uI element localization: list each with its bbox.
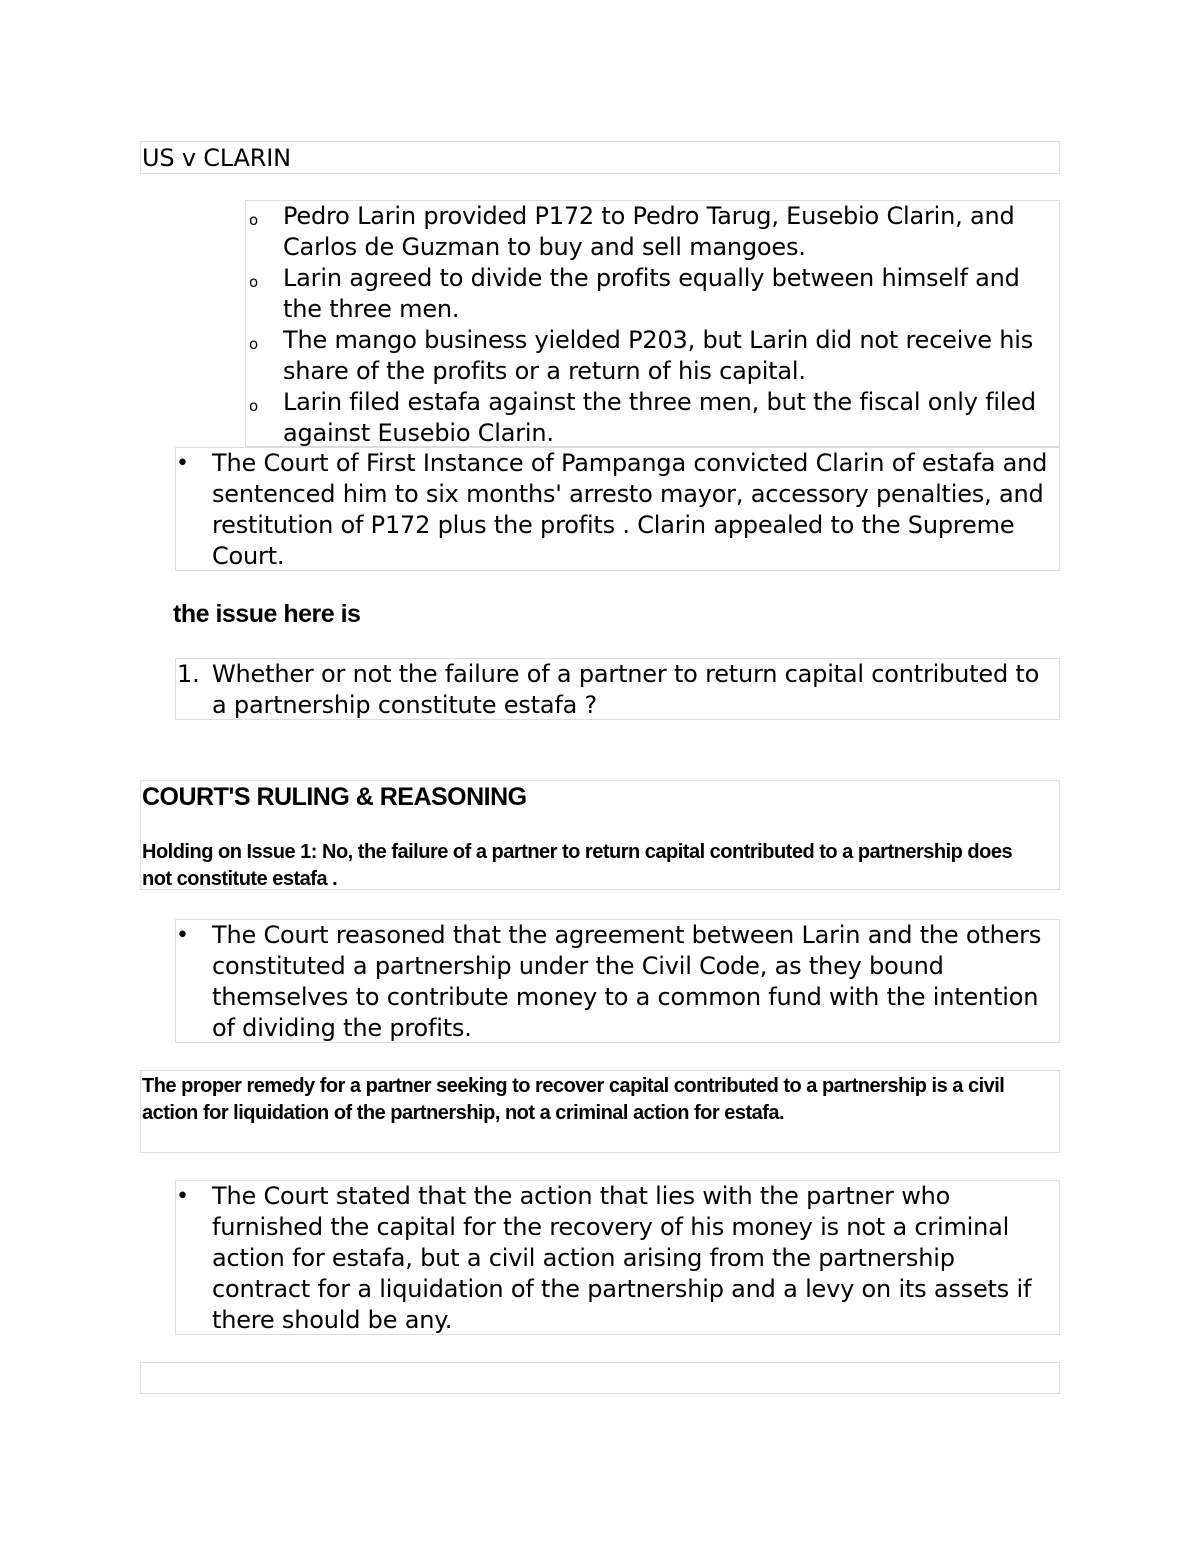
facts-sublist <box>245 200 1060 447</box>
sub-bullet-icon: o <box>249 273 258 291</box>
issue-heading: the issue here is <box>173 600 361 628</box>
list-item-text: Larin filed estafa against the three men, but the fiscal only filed against Eusebio Clarin. <box>283 388 1036 447</box>
list-item <box>246 387 1059 449</box>
bullet-icon: • <box>176 1184 189 1209</box>
remedy-section <box>140 1070 1060 1153</box>
sub-bullet-icon: o <box>249 335 258 353</box>
list-number: 1. <box>177 660 200 688</box>
empty-text-box <box>140 1362 1060 1394</box>
issues-list <box>175 658 1060 720</box>
facts-main-bullet <box>175 447 1060 571</box>
list-item <box>176 1181 1059 1336</box>
list-item-text: The Court reasoned that the agreement between Larin and the others constituted a partnership under the Civil Code, as they bound themselves to contribute money to a common fund with the intention of dividing the profits. <box>212 921 1042 1042</box>
bullet-icon: • <box>176 451 189 476</box>
remedy-text: The proper remedy for a partner seeking to recover capital contributed to a partnership is a civil action for liquidation of the partnership, not a criminal action for estafa. <box>142 1075 1005 1124</box>
reasoning-bullet-1 <box>175 919 1060 1043</box>
list-item <box>246 263 1059 325</box>
list-item <box>176 448 1059 572</box>
list-item-text: The Court of First Instance of Pampanga convicted Clarin of estafa and sentenced him to six months' arresto mayor, accessory penalties, and restitution of P172 plus the profits . Clarin appealed to the Supreme Court. <box>212 449 1048 570</box>
list-item-text: The Court stated that the action that lies with the partner who furnished the capital for the recovery of his money is not a criminal action for estafa, but a civil action arising from the partnership contract for a liquidation of the partnership and a levy on its assets if there should be any. <box>212 1182 1032 1334</box>
list-item-text: The mango business yielded P203, but Larin did not receive his share of the profits or a return of his capital. <box>283 326 1033 385</box>
sub-bullet-icon: o <box>249 397 258 415</box>
list-item <box>246 201 1059 263</box>
sub-bullet-icon: o <box>249 211 258 229</box>
list-item-text: Pedro Larin provided P172 to Pedro Tarug, Eusebio Clarin, and Carlos de Guzman to buy and sell mangoes. <box>283 202 1015 261</box>
holding-text: Holding on Issue 1: No, the failure of a partner to return capital contributed to a partnership does not constitute estafa . <box>142 841 1013 890</box>
document-title <box>140 141 1060 174</box>
bullet-icon: • <box>176 923 189 948</box>
list-item-text: Larin agreed to divide the profits equally between himself and the three men. <box>283 264 1020 323</box>
document-title-text: US v CLARIN <box>142 144 291 172</box>
ruling-heading: COURT'S RULING & REASONING <box>142 783 527 811</box>
list-item <box>176 920 1059 1044</box>
list-item <box>246 325 1059 387</box>
list-item <box>176 659 1059 721</box>
list-item-text: Whether or not the failure of a partner to return capital contributed to a partnership constitute estafa ? <box>212 660 1040 719</box>
reasoning-bullet-2 <box>175 1180 1060 1335</box>
ruling-section <box>140 780 1060 890</box>
